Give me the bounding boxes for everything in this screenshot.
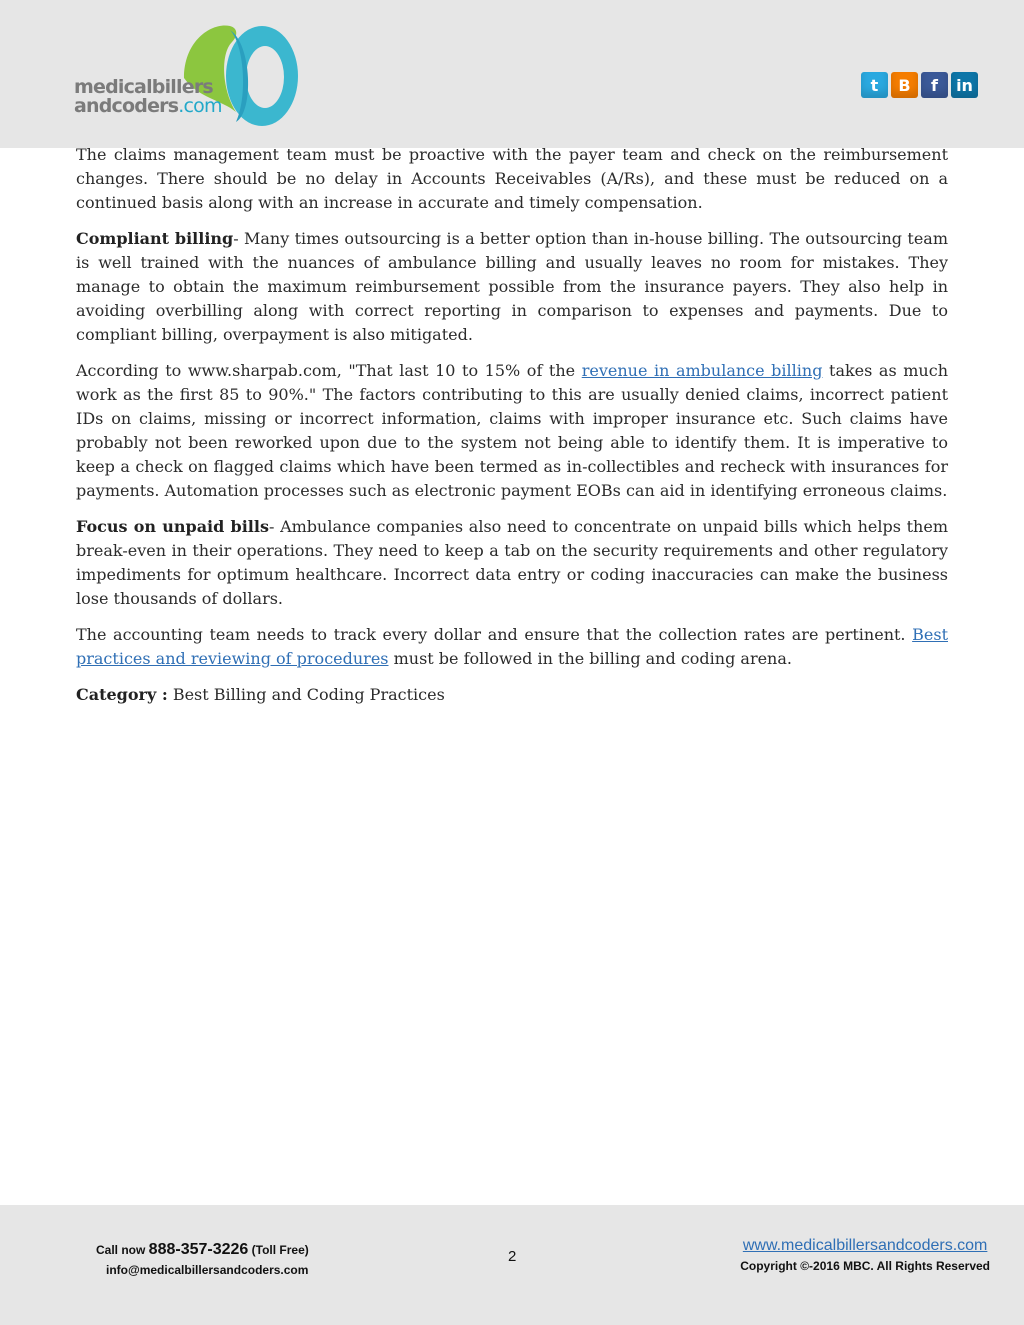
heading-unpaid-bills: Focus on unpaid bills — [76, 517, 269, 536]
website-link[interactable]: www.medicalbillersandcoders.com — [742, 1237, 988, 1254]
page-header — [0, 0, 1024, 148]
category-value[interactable]: Best Billing and Coding Practices — [167, 685, 445, 704]
text-accounting-start: The accounting team needs to track every dollar and ensure that the collection rates are pertinent. — [76, 625, 913, 644]
link-best-practices[interactable]: Best practices and reviewing of procedures — [76, 625, 948, 668]
category-line — [76, 683, 948, 707]
article-body — [76, 143, 948, 719]
logo-text-andcoders: andcoders — [74, 95, 179, 117]
call-prefix: Call now — [96, 1243, 149, 1257]
page-footer — [0, 1205, 1024, 1325]
paragraph-sharpab-quote — [76, 359, 948, 503]
category-label: Category : — [76, 685, 168, 704]
paragraph-claims-team: The claims management team must be proactive with the payer team and check on the reimbursement changes. There should be no delay in Accounts Receivables (A/Rs), and these must be reduced on a continued basis along with an increase in accurate and timely compensation. — [76, 145, 948, 212]
phone-number[interactable]: 888-357-3226 — [148, 1241, 249, 1258]
linkedin-icon[interactable]: in — [951, 72, 978, 98]
paragraph-compliant-billing — [76, 227, 948, 347]
copyright-text: Copyright ©-2016 MBC. All Rights Reserved — [740, 1259, 990, 1273]
logo-text-line2 — [74, 97, 222, 116]
footer-call-line — [96, 1240, 309, 1260]
text-quote-start: According to www.sharpab.com, "That last 10 to 15% of the — [76, 361, 582, 380]
heading-compliant-billing: Compliant billing — [76, 229, 234, 248]
text-accounting-rest: must be followed in the billing and coding arena. — [388, 649, 792, 668]
facebook-icon[interactable]: f — [921, 72, 948, 98]
logo-wordmark — [74, 78, 222, 116]
text-unpaid-bills: - Ambulance companies also need to concentrate on unpaid bills which helps them break-even in their operations. They need to keep a tab on the security requirements and other regulatory impediments for optimum healthcare. Incorrect data entry or coding inaccuracies can make the business lose thousands of dollars. — [76, 517, 948, 608]
footer-email[interactable]: info@medicalbillersandcoders.com — [106, 1263, 309, 1277]
footer-site-info — [740, 1236, 990, 1276]
text-quote-rest: takes as much work as the first 85 to 90%." The factors contributing to this are usually denied claims, incorrect patient IDs on claims, missing or incorrect information, claims with improper insurance etc. Such claims have probably not been reworked upon due to the system not being able to identify them. It is imperative to keep a check on flagged claims which have been termed as in-collectibles and recheck with insurances for payments. Automation processes such as electronic payment EOBs can aid in identifying erroneous claims. — [76, 361, 948, 500]
paragraph-unpaid-bills — [76, 515, 948, 611]
logo-text-line1: medicalbillers — [74, 76, 213, 98]
twitter-icon[interactable]: t — [861, 72, 888, 98]
page-number: 2 — [508, 1248, 517, 1265]
logo-text-domain: .com — [178, 95, 222, 117]
toll-free-label: (Toll Free) — [248, 1243, 309, 1257]
footer-contact — [96, 1240, 309, 1280]
blogger-icon[interactable]: B — [891, 72, 918, 98]
company-logo — [72, 20, 312, 132]
text-compliant-billing: - Many times outsourcing is a better option than in-house billing. The outsourcing team is well trained with the nuances of ambulance billing and usually leaves no room for mistakes. They manage to obtain the maximum reimbursement possible from the insurance payers. They also help in avoiding overbilling along with correct reporting in comparison to expenses and payments. Due to compliant billing, overpayment is also mitigated. — [76, 229, 949, 344]
link-revenue-ambulance-billing[interactable]: revenue in ambulance billing — [581, 361, 823, 380]
paragraph-accounting-team — [76, 623, 948, 671]
social-icons — [861, 72, 978, 98]
